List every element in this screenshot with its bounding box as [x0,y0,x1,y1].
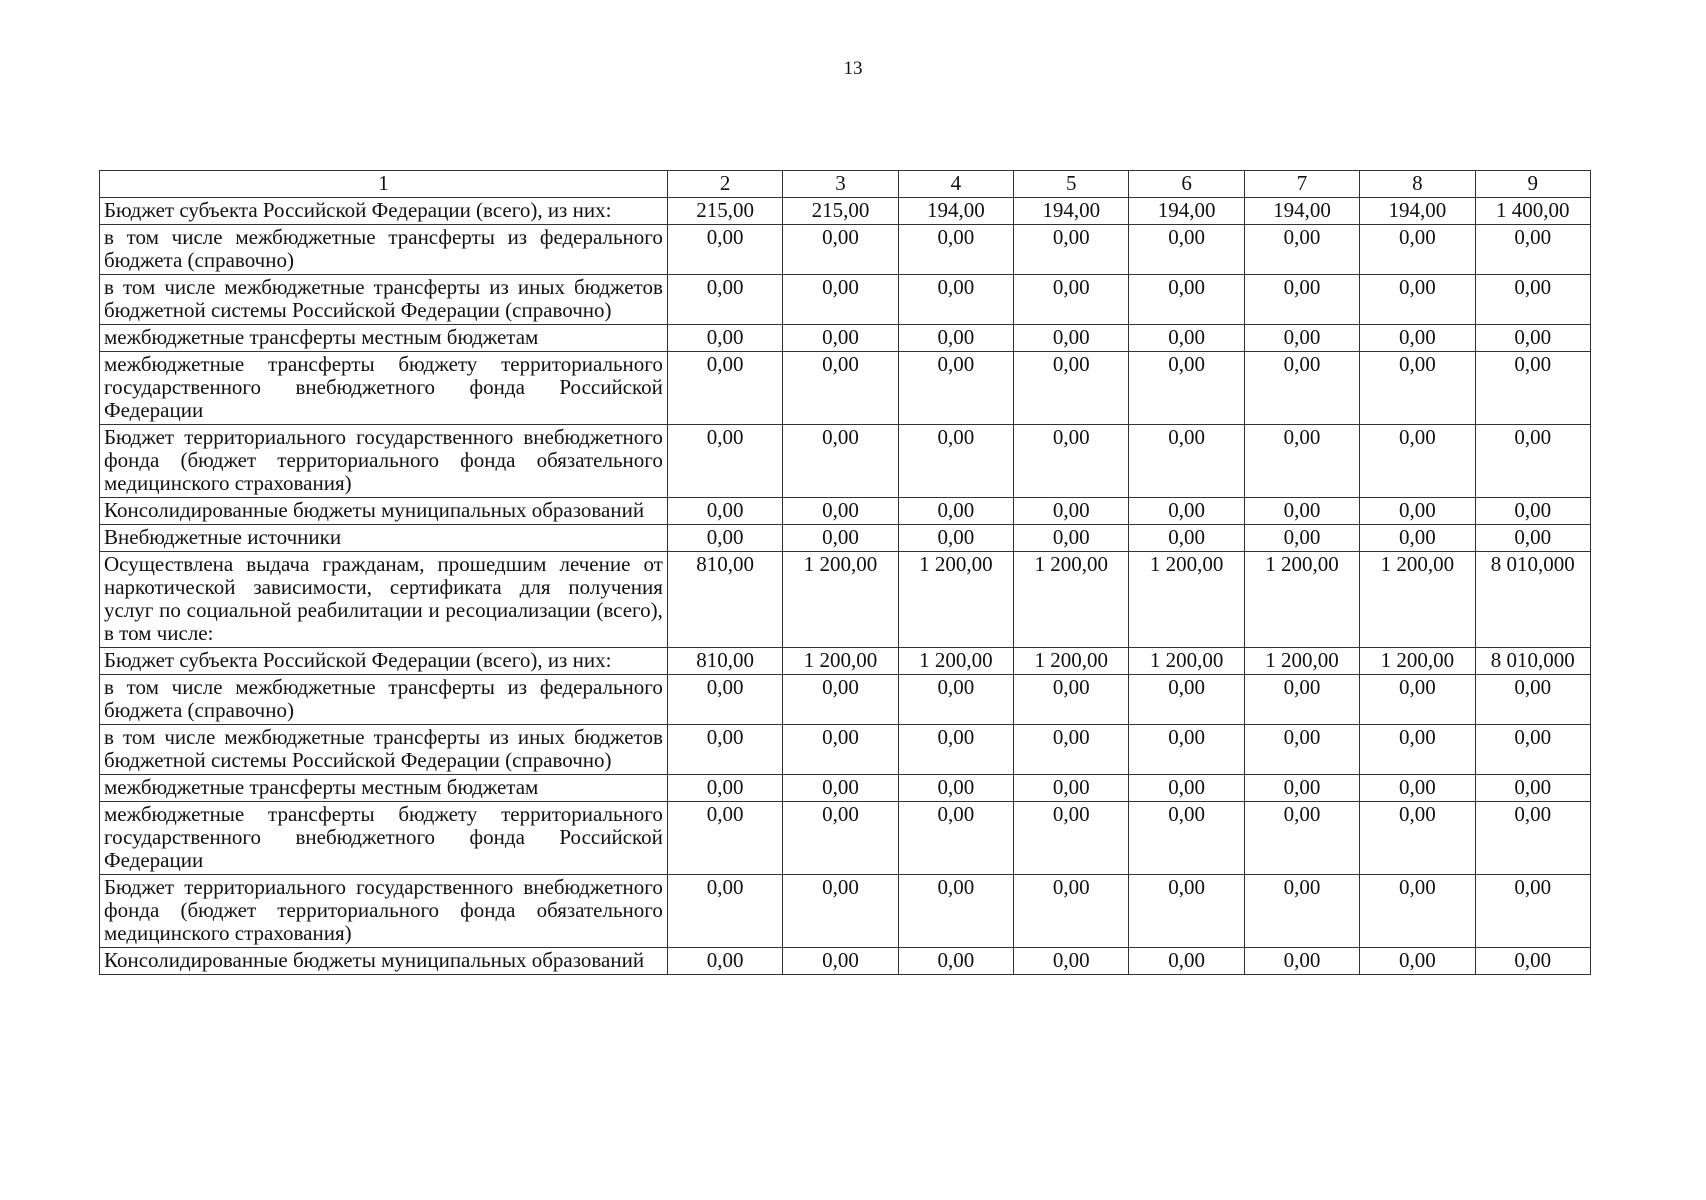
column-header: 4 [898,171,1013,198]
row-label: в том числе межбюджетные трансферты из иных бюджетов бюджетной системы Российской Федерации (справочно) [100,725,668,775]
value-cell: 0,00 [1244,675,1359,725]
value-cell: 0,00 [1014,225,1129,275]
value-cell: 0,00 [783,875,898,948]
value-cell: 0,00 [783,225,898,275]
column-header: 1 [100,171,668,198]
value-cell: 0,00 [1360,498,1475,525]
value-cell: 0,00 [667,875,782,948]
table-row [100,648,1591,675]
value-cell: 0,00 [898,675,1013,725]
value-cell: 194,00 [1014,198,1129,225]
value-cell: 215,00 [783,198,898,225]
table-row [100,675,1591,725]
table-row [100,275,1591,325]
table-row [100,802,1591,875]
value-cell: 1 200,00 [1129,552,1244,648]
value-cell: 0,00 [1014,802,1129,875]
row-label: Внебюджетные источники [100,525,668,552]
value-cell: 0,00 [1244,875,1359,948]
value-cell: 0,00 [1244,802,1359,875]
value-cell: 0,00 [1360,725,1475,775]
value-cell: 0,00 [667,498,782,525]
value-cell: 0,00 [898,875,1013,948]
value-cell: 0,00 [667,275,782,325]
value-cell: 0,00 [1014,875,1129,948]
value-cell: 0,00 [898,275,1013,325]
header-row [100,171,1591,198]
value-cell: 0,00 [783,675,898,725]
value-cell: 0,00 [783,275,898,325]
value-cell: 0,00 [1475,948,1590,975]
value-cell: 0,00 [1014,775,1129,802]
value-cell: 194,00 [898,198,1013,225]
value-cell: 1 200,00 [1244,648,1359,675]
value-cell: 0,00 [1014,675,1129,725]
value-cell: 0,00 [898,352,1013,425]
value-cell: 0,00 [1244,725,1359,775]
value-cell: 0,00 [1129,802,1244,875]
table-row [100,775,1591,802]
value-cell: 0,00 [1360,352,1475,425]
table-row [100,948,1591,975]
value-cell: 0,00 [1129,225,1244,275]
value-cell: 0,00 [667,325,782,352]
value-cell: 0,00 [1129,725,1244,775]
value-cell: 0,00 [1475,802,1590,875]
row-label: межбюджетные трансферты бюджету территориального государственного внебюджетного фонда Российской Федерации [100,352,668,425]
value-cell: 0,00 [667,425,782,498]
value-cell: 1 200,00 [783,552,898,648]
value-cell: 0,00 [898,425,1013,498]
value-cell: 0,00 [1129,425,1244,498]
value-cell: 1 200,00 [1014,552,1129,648]
value-cell: 0,00 [1244,948,1359,975]
value-cell: 0,00 [1244,498,1359,525]
value-cell: 0,00 [783,775,898,802]
value-cell: 194,00 [1244,198,1359,225]
value-cell: 0,00 [667,352,782,425]
row-label: Осуществлена выдача гражданам, прошедшим лечение от наркотической зависимости, сертификата для получения услуг по социальной реабилитации и ресоциализации (всего), в том числе: [100,552,668,648]
value-cell: 0,00 [1014,525,1129,552]
column-header: 9 [1475,171,1590,198]
value-cell: 0,00 [898,225,1013,275]
value-cell: 0,00 [1244,525,1359,552]
value-cell: 1 200,00 [1129,648,1244,675]
value-cell: 0,00 [667,525,782,552]
value-cell: 0,00 [667,675,782,725]
value-cell: 0,00 [1475,425,1590,498]
row-label: межбюджетные трансферты местным бюджетам [100,775,668,802]
value-cell: 0,00 [1360,948,1475,975]
value-cell: 1 200,00 [783,648,898,675]
table-row [100,325,1591,352]
table-row [100,425,1591,498]
column-header: 7 [1244,171,1359,198]
value-cell: 0,00 [1475,275,1590,325]
value-cell: 0,00 [1360,225,1475,275]
value-cell: 0,00 [898,498,1013,525]
column-header: 6 [1129,171,1244,198]
value-cell: 0,00 [1475,325,1590,352]
value-cell: 0,00 [783,498,898,525]
column-header: 5 [1014,171,1129,198]
value-cell: 0,00 [1129,352,1244,425]
table-body [100,198,1591,975]
value-cell: 0,00 [667,725,782,775]
value-cell: 810,00 [667,648,782,675]
value-cell: 0,00 [1360,675,1475,725]
value-cell: 0,00 [667,225,782,275]
value-cell: 0,00 [783,948,898,975]
value-cell: 0,00 [898,525,1013,552]
value-cell: 0,00 [1475,352,1590,425]
value-cell: 0,00 [1014,498,1129,525]
row-label: в том числе межбюджетные трансферты из федерального бюджета (справочно) [100,675,668,725]
table-header [100,171,1591,198]
value-cell: 0,00 [1475,875,1590,948]
value-cell: 0,00 [667,802,782,875]
value-cell: 0,00 [1244,325,1359,352]
value-cell: 0,00 [1360,775,1475,802]
value-cell: 1 200,00 [1360,552,1475,648]
value-cell: 194,00 [1360,198,1475,225]
value-cell: 0,00 [1014,725,1129,775]
value-cell: 0,00 [783,352,898,425]
value-cell: 0,00 [783,325,898,352]
page-number: 13 [843,58,863,79]
table-row [100,352,1591,425]
value-cell: 1 200,00 [898,648,1013,675]
value-cell: 8 010,000 [1475,552,1590,648]
value-cell: 0,00 [898,802,1013,875]
value-cell: 0,00 [1475,725,1590,775]
value-cell: 0,00 [783,425,898,498]
value-cell: 0,00 [1244,275,1359,325]
value-cell: 0,00 [1360,525,1475,552]
row-label: в том числе межбюджетные трансферты из иных бюджетов бюджетной системы Российской Федерации (справочно) [100,275,668,325]
value-cell: 0,00 [1475,525,1590,552]
value-cell: 0,00 [898,725,1013,775]
value-cell: 0,00 [1129,775,1244,802]
row-label: в том числе межбюджетные трансферты из федерального бюджета (справочно) [100,225,668,275]
value-cell: 0,00 [1475,775,1590,802]
value-cell: 0,00 [1475,498,1590,525]
row-label: Консолидированные бюджеты муниципальных образований [100,948,668,975]
value-cell: 0,00 [1014,352,1129,425]
column-header: 3 [783,171,898,198]
value-cell: 0,00 [667,948,782,975]
value-cell: 0,00 [1360,875,1475,948]
value-cell: 0,00 [1129,525,1244,552]
table-row [100,552,1591,648]
row-label: Бюджет субъекта Российской Федерации (всего), из них: [100,198,668,225]
value-cell: 0,00 [1129,875,1244,948]
budget-table [99,170,1591,975]
value-cell: 0,00 [1475,675,1590,725]
value-cell: 0,00 [1360,275,1475,325]
value-cell: 1 200,00 [1014,648,1129,675]
value-cell: 0,00 [1360,425,1475,498]
row-label: межбюджетные трансферты бюджету территориального государственного внебюджетного фонда Российской Федерации [100,802,668,875]
table-row [100,525,1591,552]
value-cell: 0,00 [1129,675,1244,725]
value-cell: 1 200,00 [1360,648,1475,675]
value-cell: 8 010,000 [1475,648,1590,675]
table-row [100,198,1591,225]
value-cell: 0,00 [1244,775,1359,802]
value-cell: 1 200,00 [1244,552,1359,648]
value-cell: 0,00 [667,775,782,802]
row-label: Консолидированные бюджеты муниципальных образований [100,498,668,525]
row-label: межбюджетные трансферты местным бюджетам [100,325,668,352]
row-label: Бюджет территориального государственного внебюджетного фонда (бюджет территориального фонда обязательного медицинского страхования) [100,875,668,948]
value-cell: 0,00 [1129,948,1244,975]
value-cell: 0,00 [1014,275,1129,325]
value-cell: 0,00 [783,802,898,875]
value-cell: 0,00 [1014,325,1129,352]
value-cell: 215,00 [667,198,782,225]
value-cell: 0,00 [898,948,1013,975]
table-row [100,498,1591,525]
value-cell: 0,00 [1244,425,1359,498]
value-cell: 0,00 [1014,948,1129,975]
row-label: Бюджет территориального государственного внебюджетного фонда (бюджет территориального фонда обязательного медицинского страхования) [100,425,668,498]
value-cell: 0,00 [1014,425,1129,498]
value-cell: 0,00 [1475,225,1590,275]
value-cell: 1 200,00 [898,552,1013,648]
value-cell: 0,00 [783,525,898,552]
column-header: 8 [1360,171,1475,198]
table-row [100,225,1591,275]
value-cell: 1 400,00 [1475,198,1590,225]
value-cell: 0,00 [1244,352,1359,425]
value-cell: 0,00 [1360,802,1475,875]
value-cell: 0,00 [1360,325,1475,352]
value-cell: 0,00 [1129,275,1244,325]
value-cell: 0,00 [1129,498,1244,525]
value-cell: 810,00 [667,552,782,648]
table-row [100,725,1591,775]
value-cell: 0,00 [1129,325,1244,352]
column-header: 2 [667,171,782,198]
value-cell: 0,00 [783,725,898,775]
value-cell: 194,00 [1129,198,1244,225]
value-cell: 0,00 [898,775,1013,802]
row-label: Бюджет субъекта Российской Федерации (всего), из них: [100,648,668,675]
table-row [100,875,1591,948]
value-cell: 0,00 [1244,225,1359,275]
value-cell: 0,00 [898,325,1013,352]
